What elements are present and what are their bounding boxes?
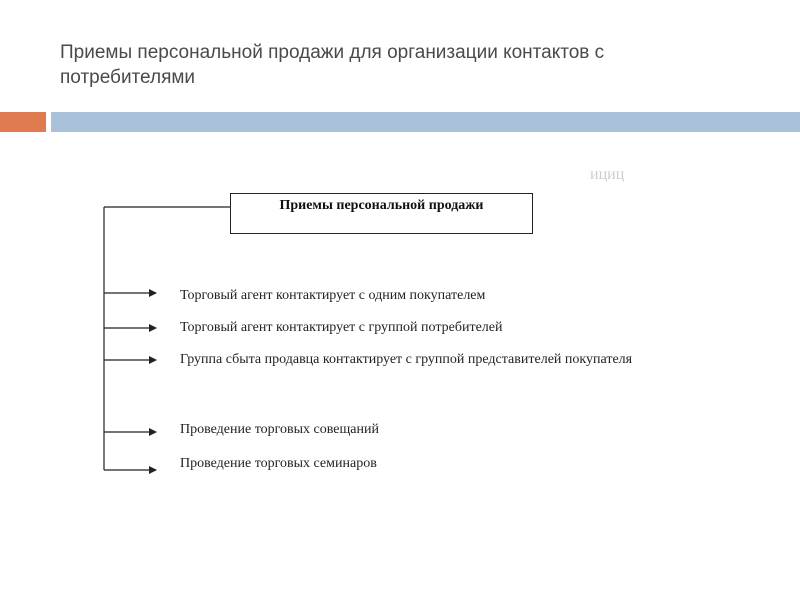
diagram-item-5: Проведение торговых семинаров xyxy=(180,456,377,471)
diagram-item-1: Торговый агент контактирует с одним покупателем xyxy=(180,288,486,303)
diagram-item-3: Группа сбыта продавца контактирует с группой представителей покупателя xyxy=(180,352,633,367)
diagram-header-box xyxy=(230,193,533,234)
faint-background-text: ициц xyxy=(590,166,625,183)
diagram-header-text: Приемы персональной продажи xyxy=(279,198,484,213)
diagram-item-4: Проведение торговых совещаний xyxy=(180,422,379,437)
slide-title: Приемы персональной продажи для организации контактов с потребителями xyxy=(60,42,605,88)
diagram-item-2: Торговый агент контактирует с группой потребителей xyxy=(180,320,503,335)
